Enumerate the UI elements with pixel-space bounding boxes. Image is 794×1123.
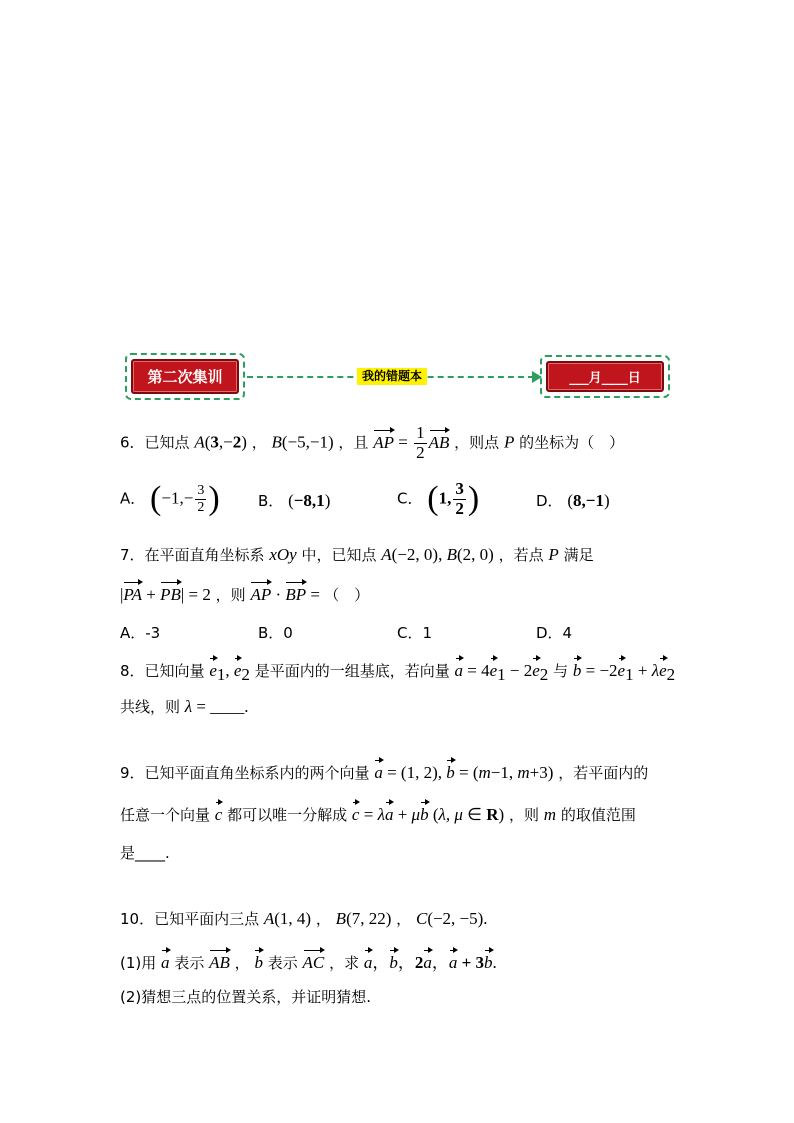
question-9-line-1: 9．已知平面直角坐标系内的两个向量 a = (1, 2), b = (m−1, m+3) ，若平面内的 [120,763,649,782]
q7-option-c[interactable]: C．1 [397,624,433,642]
q7-option-b[interactable]: B．0 [258,624,293,642]
session-badge [125,353,245,400]
question-7-line-1: 7．在平面直角坐标系 xOy 中，已知点 A(−2, 0), B(2, 0) ，若点 P 满足 [120,545,594,564]
date-badge [540,355,670,398]
question-8-line-2: 共线，则 λ = ____. [120,697,249,716]
session-label: 第二次集训 [147,368,223,386]
question-6: 6．已知点 A(3,−2) ， B(−5,−1) ，且 AP = $\frac{1}{2}$ AB ，则点 P 的坐标为（ ） [120,423,625,462]
question-10-part-1: (1)用 a 表示 AB ， b 表示 AC ，求 a，b，2a，a + 3b. [120,953,497,972]
q6-option-a[interactable]: A． (−1,− $\frac{3}{2}$ ) [120,480,220,517]
question-7-line-2: |PA + PB| = 2 ，则 AP · BP = （ ） [120,585,370,604]
question-9-line-3: 是____. [120,844,170,862]
q7-option-a[interactable]: A．-3 [120,624,161,642]
q7-option-d[interactable]: D．4 [536,624,573,642]
q6-option-b[interactable]: B． (−8,1) [258,491,331,510]
q6-option-d[interactable]: D． (8,−1) [536,491,610,510]
question-9-line-2: 任意一个向量 c 都可以唯一分解成 c = λa + μb (λ, μ ∈ R) ，则 m 的取值范围 [120,805,636,824]
date-label: ___月____日 [569,371,641,386]
question-8-line-1: 8．已知向量 $e_1$, $e_2$ 是平面内的一组基底，若向量 $a = 4e_1 - 2e_2$ 与 $b = -2e_1 + \lambda e_2$ [120,661,676,684]
question-10-part-2: (2)猜想三点的位置关系，并证明猜想. [120,988,372,1006]
notebook-label: 我的错题本 [357,368,427,385]
question-10-line-1: 10．已知平面内三点 A(1, 4) ， B(7, 22) ， C(−2, −5). [120,909,488,928]
q6-option-c[interactable]: C． (1, $\frac{3}{2}$ ) [397,479,480,518]
